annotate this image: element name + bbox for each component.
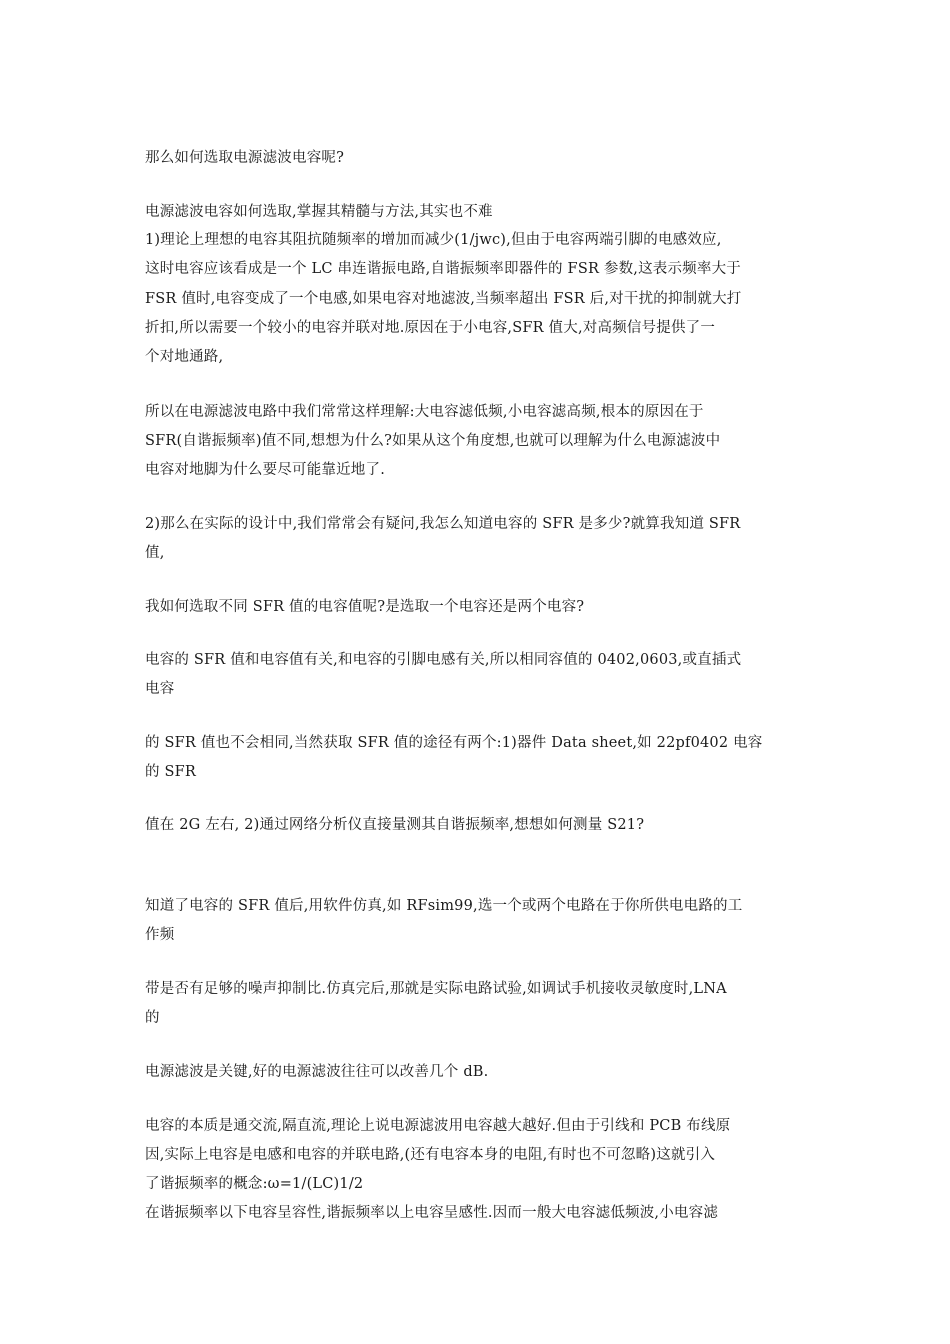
text-line: 因,实际上电容是电感和电容的并联电路,(还有电容本身的电阻,有时也不可忽略)这就引入 [145,1147,716,1163]
text-line: 的 SFR 值也不会相同,当然获取 SFR 值的途径有两个:1)器件 Data sheet,如 22pf0402 电容 [145,735,763,751]
text-line: 作频 [145,927,175,943]
text-line: 折扣,所以需要一个较小的电容并联对地.原因在于小电容,SFR 值大,对高频信号提供了一 [145,320,716,336]
text-line: 知道了电容的 SFR 值后,用软件仿真,如 RFsim99,选一个或两个电路在于你所供电电路的工 [145,898,743,914]
document-page [145,0,815,1344]
heading-question: 那么如何选取电源滤波电容呢? [145,150,345,166]
text-line: 电源滤波电容如何选取,掌握其精髓与方法,其实也不难 [145,204,493,220]
text-line: 值在 2G 左右, 2)通过网络分析仪直接量测其自谐振频率,想想如何测量 S21? [145,817,645,833]
text-line: 1)理论上理想的电容其阻抗随频率的增加而减少(1/jwc),但由于电容两端引脚的电感效应, [145,232,722,248]
text-line: 所以在电源滤波电路中我们常常这样理解:大电容滤低频,小电容滤高频,根本的原因在于 [145,404,704,420]
text-line: 在谐振频率以下电容呈容性,谐振频率以上电容呈感性.因而一般大电容滤低频波,小电容滤 [145,1205,719,1221]
text-line: 电容的本质是通交流,隔直流,理论上说电源滤波用电容越大越好.但由于引线和 PCB 布线原 [145,1118,731,1134]
text-line: 了谐振频率的概念:ω=1/(LC)1/2 [145,1176,364,1192]
text-line: 电容的 SFR 值和电容值有关,和电容的引脚电感有关,所以相同容值的 0402,0603,或直插式 [145,652,742,668]
text-line: 的 SFR [145,764,197,780]
text-line: 值, [145,545,165,561]
text-line: 这时电容应该看成是一个 LC 串连谐振电路,自谐振频率即器件的 FSR 参数,这表示频率大于 [145,261,741,277]
text-line: 电容对地脚为什么要尽可能靠近地了. [145,462,386,478]
text-line: 电源滤波是关键,好的电源滤波往往可以改善几个 dB. [145,1064,489,1080]
text-line: SFR(自谐振频率)值不同,想想为什么?如果从这个角度想,也就可以理解为什么电源滤波中 [145,433,721,449]
text-line: 带是否有足够的噪声抑制比.仿真完后,那就是实际电路试验,如调试手机接收灵敏度时,LNA [145,981,727,997]
text-line: 2)那么在实际的设计中,我们常常会有疑问,我怎么知道电容的 SFR 是多少?就算我知道 SFR [145,516,741,532]
text-line: 我如何选取不同 SFR 值的电容值呢?是选取一个电容还是两个电容? [145,599,585,615]
text-line: 个对地通路, [145,349,224,365]
text-line: 电容 [145,681,175,697]
text-line: 的 [145,1010,160,1026]
text-line: FSR 值时,电容变成了一个电感,如果电容对地滤波,当频率超出 FSR 后,对干扰的抑制就大打 [145,291,742,307]
